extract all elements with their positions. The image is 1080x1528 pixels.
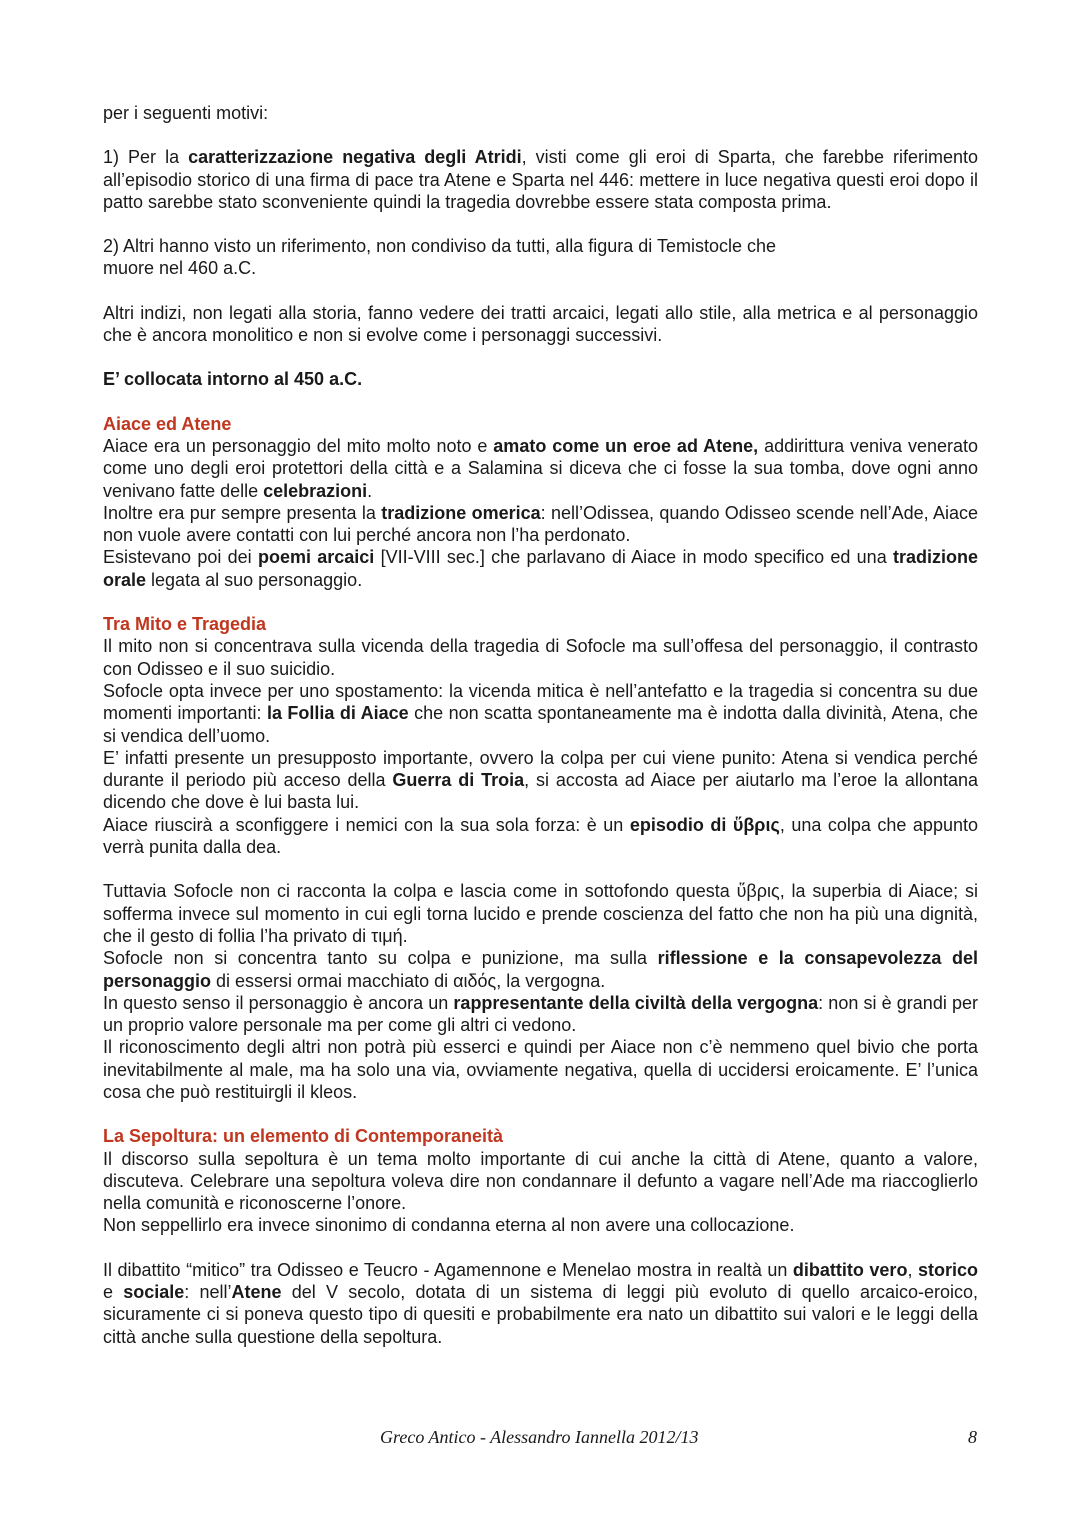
page-footer bbox=[0, 1427, 1080, 1451]
dating-statement: E’ collocata intorno al 450 a.C. bbox=[103, 369, 363, 390]
s2-paragraph-1: Il mito non si concentrava sulla vicenda della tragedia di Sofocle ma sull’offesa del personaggio, il contrasto con Odisseo e il suo suicidio. bbox=[103, 636, 978, 679]
page-number: 8 bbox=[968, 1427, 977, 1447]
footer-title: Greco Antico - Alessandro Iannella 2012/13 bbox=[380, 1427, 699, 1447]
document-body bbox=[103, 102, 978, 1348]
s3-paragraph-2: Non seppellirlo era invece sinonimo di condanna eterna al non avere una collocazione. bbox=[103, 1215, 795, 1236]
s2-paragraph-7: In questo senso il personaggio è ancora un rappresentante della civiltà della vergogna: non si è grandi per un proprio valore personale ma per come gli altri ci vedono. bbox=[103, 992, 978, 1036]
s2-paragraph-5: Tuttavia Sofocle non ci racconta la colpa e lascia come in sottofondo questa ὕβρις, la superbia di Aiace; si sofferma invece sul momento in cui egli torna lucido e prende coscienza del fatto che non ha più una dignità, che il gesto di follia l’ha privato di τιμή. bbox=[103, 881, 978, 946]
heading-sepoltura: La Sepoltura: un elemento di Contemporaneità bbox=[103, 1126, 504, 1147]
s2-paragraph-4: Aiace riuscirà a sconfiggere i nemici con la sua sola forza: è un episodio di ὕβρις, una colpa che appunto verrà punita dalla dea. bbox=[103, 814, 978, 858]
heading-mito-tragedia: Tra Mito e Tragedia bbox=[103, 614, 267, 635]
s2-paragraph-8: Il riconoscimento degli altri non potrà più esserci e quindi per Aiace non c’è nemmeno quel bivio che porta inevitabilmente al male, ma ha solo una via, ovviamente negativa, quella di uccidersi eroicamente. E’ l’unica cosa che può restituirgli il kleos. bbox=[103, 1037, 978, 1102]
s1-paragraph-3: Esistevano poi dei poemi arcaici [VII-VIII sec.] che parlavano di Aiace in modo specifico ed una tradizione orale legata al suo personaggio. bbox=[103, 547, 979, 590]
s2-paragraph-2: Sofocle opta invece per uno spostamento: la vicenda mitica è nell’antefatto e la tragedia si concentra su due momenti importanti: la Follia di Aiace che non scatta spontaneamente ma è indotta dalla divinità, Atena, che si vendica dell’uomo. bbox=[103, 680, 978, 746]
s3-paragraph-1: Il discorso sulla sepoltura è un tema molto importante di cui anche la città di Atene, quanto a valore, discuteva. Celebrare una sepoltura voleva dire non condannare il defunto a vagare nell’Ade ma riaccoglierlo nella comunità e riconoscerne l’onore. bbox=[103, 1148, 978, 1214]
s2-paragraph-6: Sofocle non si concentra tanto su colpa e punizione, ma sulla riflessione e la consapevolezza del personaggio di essersi ormai macchiato di αιδός, la vergogna. bbox=[103, 948, 979, 991]
s3-paragraph-3: Il dibattito “mitico” tra Odisseo e Teucro - Agamennone e Menelao mostra in realtà un dibattito vero, storico e sociale: nell’Atene del V secolo, dotata di un sistema di leggi più evoluto di quello arcaico-eroico, sicuramente ci si poneva questo tipo di quesiti e probabilmente era nato un dibattito sui valori e le leggi della città anche sulla questione della sepoltura. bbox=[103, 1259, 978, 1347]
s2-paragraph-3: E’ infatti presente un presupposto importante, ovvero la colpa per cui viene punito: Atena si vendica perché durante il periodo più acceso della Guerra di Troia, si accosta ad Aiace per aiutarlo ma l’eroe la allontana dicendo che dove è lui basta lui. bbox=[103, 747, 978, 813]
reason-1: 1) Per la caratterizzazione negativa degli Atridi, visti come gli eroi di Sparta, che farebbe riferimento all’episodio storico di una firma di pace tra Atene e Sparta nel 446: mettere in luce negativa questi eroi dopo il patto sarebbe stato sconveniente quindi la tragedia dovrebbe essere stata composta prima. bbox=[103, 147, 979, 212]
clues-paragraph: Altri indizi, non legati alla storia, fanno vedere dei tratti arcaici, legati allo stile, alla metrica e al personaggio che è ancora monolitico e non si evolve come i personaggi successivi. bbox=[103, 302, 978, 346]
s1-paragraph-2: Inoltre era pur sempre presenta la tradizione omerica: nell’Odissea, quando Odisseo scende nell’Ade, Aiace non vuole avere contatti con lui perché ancora non l’ha perdonato. bbox=[103, 502, 979, 546]
reason-2: 2) Altri hanno visto un riferimento, non condiviso da tutti, alla figura di Temistocle che muore nel 460 a.C. bbox=[103, 236, 777, 279]
heading-aiace-atene: Aiace ed Atene bbox=[103, 413, 232, 434]
intro-line: per i seguenti motivi: bbox=[103, 103, 269, 123]
s1-paragraph-1: Aiace era un personaggio del mito molto noto e amato come un eroe ad Atene, addirittura veniva venerato come uno degli eroi protettori della città e a Salamina si diceva che ci fosse la sua tomba, dove ogni anno venivano fatte delle celebrazioni. bbox=[103, 435, 978, 501]
